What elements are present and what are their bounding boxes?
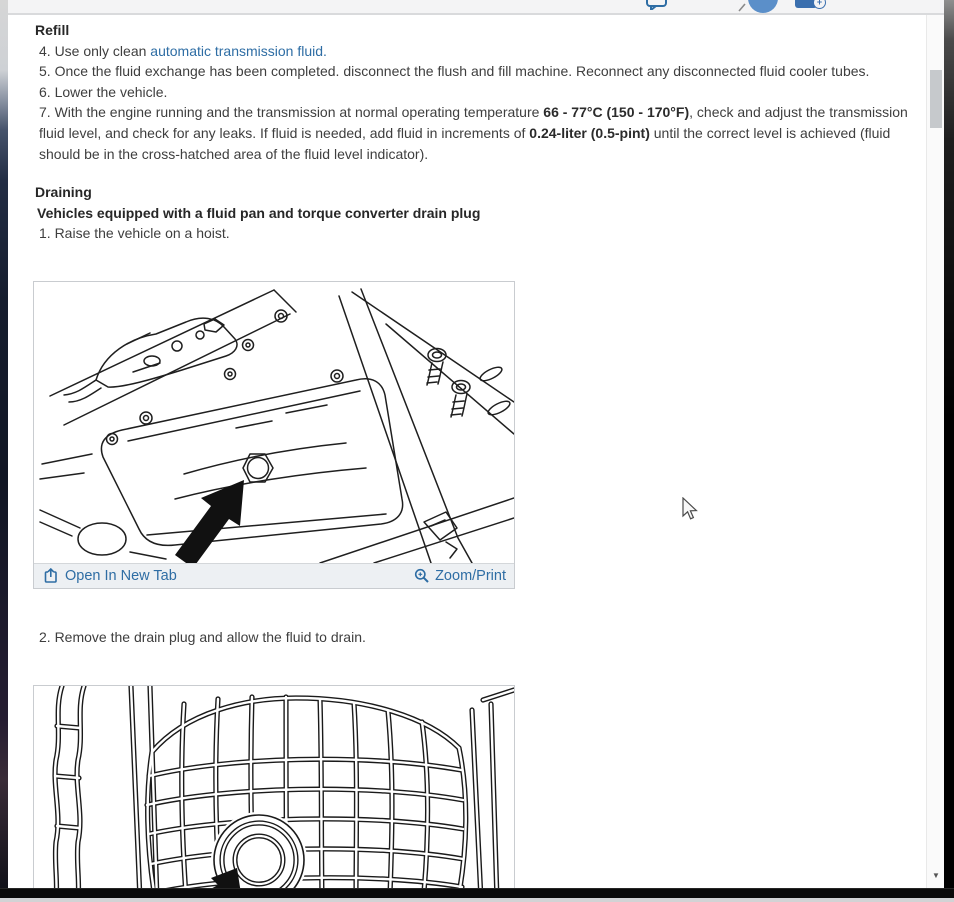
zoom-plus-icon <box>414 568 430 584</box>
browser-toolbar <box>8 0 944 15</box>
draining-subheading: Vehicles equipped with a fluid pan and torque converter drain plug <box>37 204 481 221</box>
open-in-new-tab-link[interactable] <box>44 566 177 587</box>
step-2: 2. Remove the drain plug and allow the fluid to drain. <box>39 628 366 645</box>
zoom-print-link[interactable] <box>414 566 506 587</box>
browser-window <box>8 0 944 902</box>
step-4 <box>35 41 916 62</box>
step-7 <box>35 102 909 164</box>
figure-toolbar <box>34 563 514 588</box>
window-edge-right <box>944 0 954 902</box>
step-7-text-a: 7. With the engine running and the transmission at normal operating temperature <box>39 104 544 121</box>
window-edge-bottom <box>0 888 954 898</box>
refill-heading: Refill <box>35 22 70 38</box>
step-7-text-b: , check and adjust the transmission fluid level, and check for any leaks. If fluid is needed, add fluid in increments of <box>39 104 908 141</box>
article-content <box>8 17 926 902</box>
atf-link[interactable]: automatic transmission fluid. <box>150 42 327 59</box>
figure-drain-plug <box>33 281 515 589</box>
open-in-new-tab-label: Open In New Tab <box>65 567 177 584</box>
step-1: 1. Raise the vehicle on a hoist. <box>39 225 230 242</box>
comment-icon[interactable] <box>645 0 669 10</box>
add-image-plus-icon[interactable]: + <box>813 0 826 9</box>
step-6: 6. Lower the vehicle. <box>39 83 168 100</box>
step-4-text: 4. Use only clean <box>39 42 151 59</box>
step-5: 5. Once the fluid exchange has been completed. disconnect the flush and fill machine. Reconnect any disconnected fluid cooler tubes. <box>39 63 870 80</box>
torque-converter-illustration[interactable] <box>34 686 514 900</box>
fluid-increment-value: 0.24-liter (0.5-pint) <box>529 124 650 141</box>
pen-icon[interactable] <box>737 2 747 12</box>
step-7-text-c: until the correct level is achieved (fluid should be in the cross-hatched area of the fluid level indicator). <box>39 124 891 162</box>
temperature-value: 66 - 77°C (150 - 170°F) <box>543 104 690 121</box>
figure-torque-converter <box>33 685 515 901</box>
scrollbar-down-icon[interactable]: ▼ <box>932 871 940 880</box>
vertical-scrollbar[interactable] <box>926 0 944 888</box>
pointer-arrow <box>175 480 244 563</box>
scrollbar-thumb[interactable] <box>930 70 942 128</box>
desktop-edge-bottom <box>0 898 954 902</box>
open-in-new-tab-icon <box>44 568 60 584</box>
zoom-print-label: Zoom/Print <box>435 567 506 584</box>
user-avatar[interactable] <box>748 0 778 13</box>
draining-heading: Draining <box>35 184 92 201</box>
desktop-edge-left <box>0 0 8 902</box>
drain-plug-illustration[interactable] <box>34 282 514 563</box>
